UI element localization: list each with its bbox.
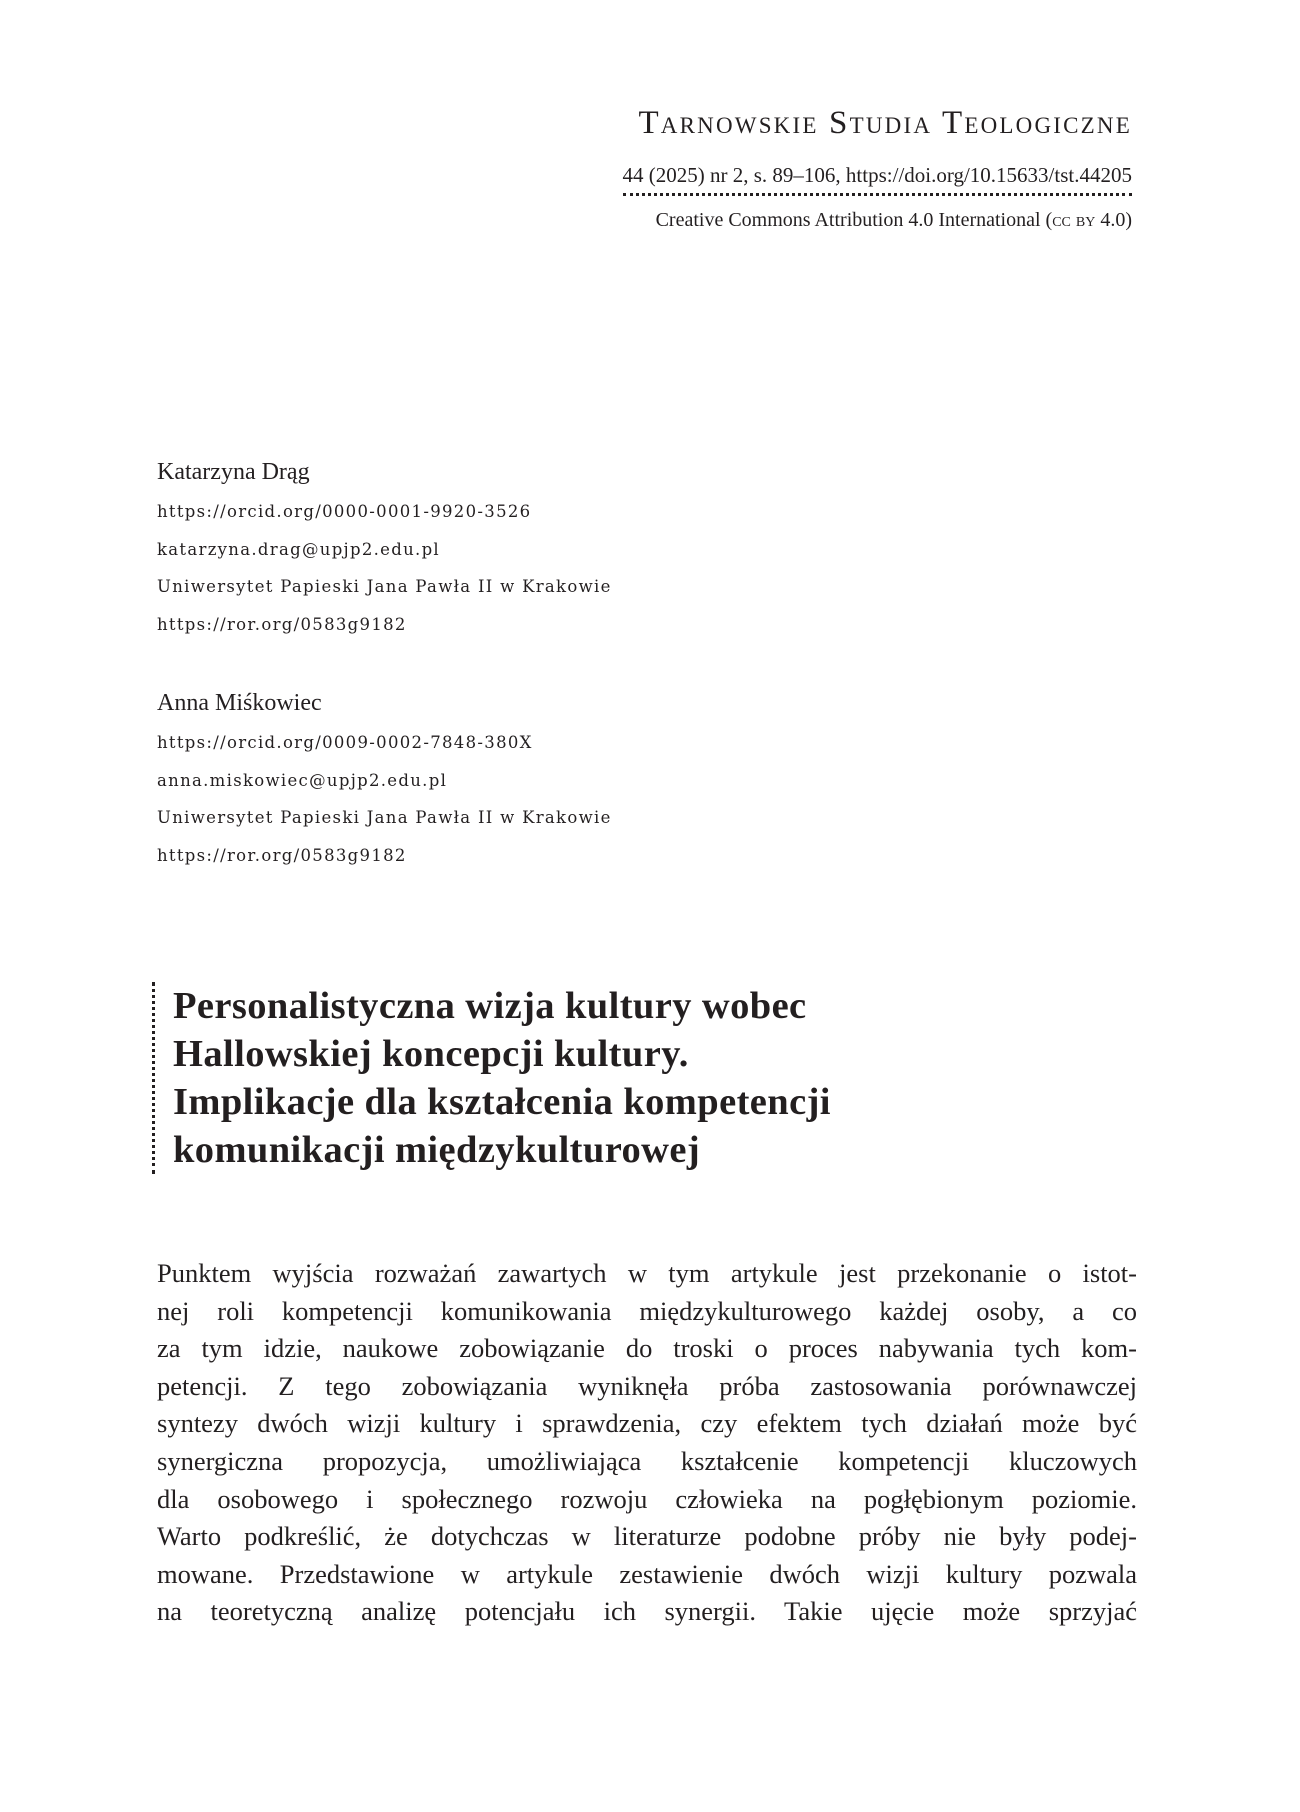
article-title: [173, 982, 1173, 1174]
abstract-line: mowane. Przedstawione w artykule zestawienie dwóch wizji kultury pozwala: [157, 1558, 1137, 1589]
author-affiliation: Uniwersytet Papieski Jana Pawła II w Krakowie: [157, 808, 612, 827]
author-block-1: [157, 455, 612, 643]
author-name: Anna Miśkowiec: [157, 690, 322, 716]
title-line: Implikacje dla kształcenia kompetencji: [173, 1081, 831, 1123]
abstract-line: synergiczna propozycja, umożliwiająca kształcenie kompetencji kluczowych: [157, 1445, 1137, 1476]
abstract-line: nej roli kompetencji komunikowania międzykulturowego każdej osoby, a co: [157, 1295, 1137, 1326]
author-orcid: https://orcid.org/0000-0001-9920-3526: [157, 502, 532, 521]
author-email: anna.miskowiec@upjp2.edu.pl: [157, 770, 448, 790]
abstract-line: Punktem wyjścia rozważań zawartych w tym artykule jest przekonanie o istot-: [157, 1258, 1137, 1288]
title-line: Personalistyczna wizja kultury wobec: [173, 985, 807, 1027]
author-orcid: https://orcid.org/0009-0002-7848-380X: [157, 733, 533, 752]
license-code: cc by 4.0: [1052, 209, 1126, 231]
author-ror: https://ror.org/0583g9182: [157, 614, 407, 634]
article-title-block: [152, 982, 1173, 1174]
abstract-line: Warto podkreślić, że dotychczas w literaturze podobne próby nie były podej-: [157, 1521, 1137, 1552]
title-line: Hallowskiej koncepcji kultury.: [173, 1033, 689, 1075]
journal-issue-doi: 44 (2025) nr 2, s. 89–106, https://doi.org/10.15633/tst.44205: [623, 160, 1132, 196]
license-suffix: ): [1125, 209, 1132, 231]
journal-header: [623, 104, 1132, 234]
abstract-line: petencji. Z tego zobowiązania wyniknęła próba zastosowania porównawczej: [157, 1370, 1137, 1401]
title-line: komunikacji międzykulturowej: [173, 1129, 701, 1171]
abstract-line: dla osobowego i społecznego rozwoju człowieka na pogłębionym poziomie.: [157, 1483, 1137, 1514]
abstract-line: za tym idzie, naukowe zobowiązanie do troski o proces nabywania tych kom-: [157, 1333, 1137, 1364]
author-block-2: [157, 686, 612, 874]
abstract-paragraph: [157, 1255, 1137, 1631]
license-prefix: Creative Commons Attribution 4.0 International (: [655, 209, 1053, 231]
abstract-line: syntezy dwóch wizji kultury i sprawdzenia, czy efektem tych działań może być: [157, 1408, 1137, 1439]
journal-title: Tarnowskie Studia Teologiczne: [638, 105, 1132, 141]
author-affiliation: Uniwersytet Papieski Jana Pawła II w Krakowie: [157, 577, 612, 596]
author-name: Katarzyna Drąg: [157, 459, 310, 485]
author-email: katarzyna.drag@upjp2.edu.pl: [157, 539, 441, 559]
abstract-line: na teoretyczną analizę potencjału ich synergii. Takie ujęcie może sprzyjać: [157, 1596, 1137, 1627]
author-ror: https://ror.org/0583g9182: [157, 845, 407, 865]
journal-license: [623, 206, 1132, 234]
